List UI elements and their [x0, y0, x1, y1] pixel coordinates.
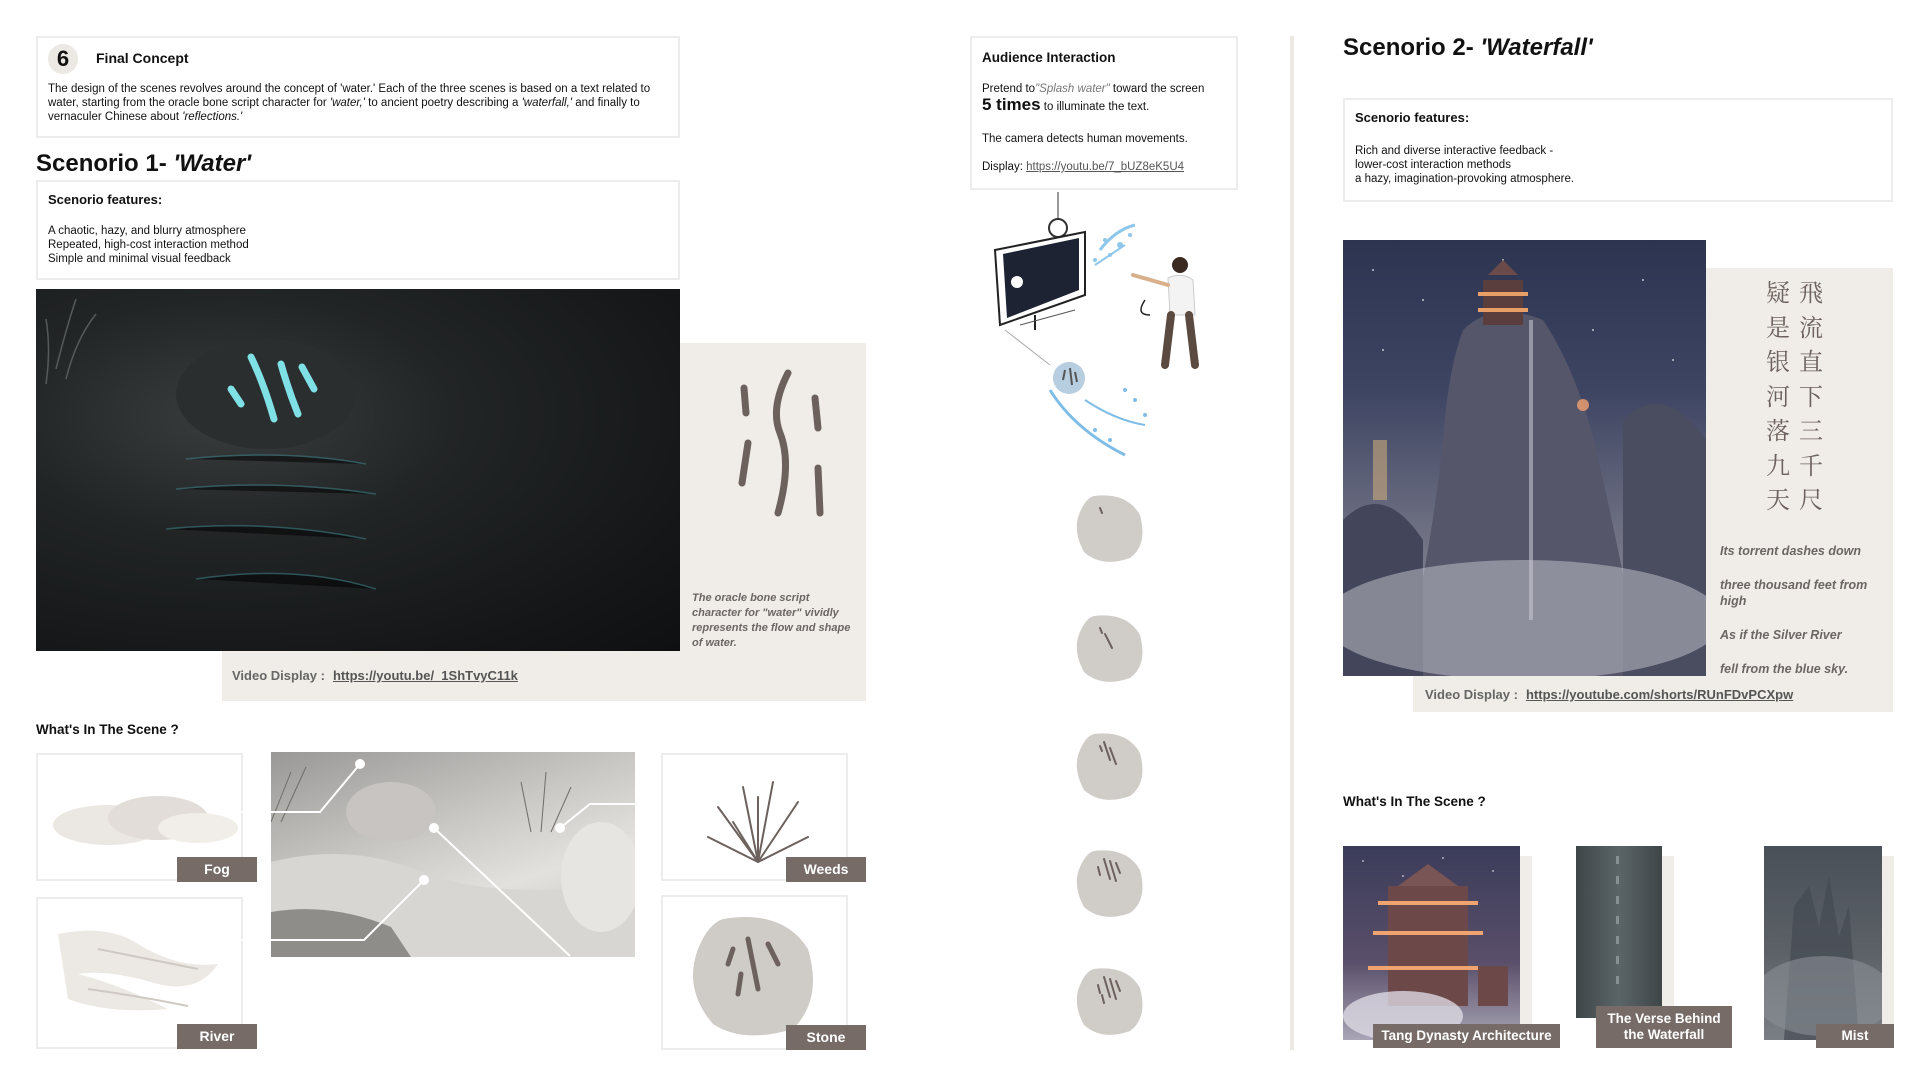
- river-illustration: [48, 914, 238, 1024]
- camera-icon: [1049, 219, 1067, 237]
- weeds-illustration: [698, 767, 818, 867]
- audience-line1: Pretend to"Splash water" toward the screen: [982, 83, 1205, 95]
- splash-bottom: [1050, 388, 1147, 455]
- stone-illustration: [683, 909, 823, 1039]
- pagoda-top: [1478, 260, 1528, 325]
- audience-display-link[interactable]: https://youtu.be/7_bUZ8eK5U4: [1026, 161, 1185, 173]
- final-concept-body: The design of the scenes revolves around the concept of 'water.' Each of the three scenes is based on a text related to water, starting from the oracle bone script character for 'water,' to ancient poetry describing a 'waterfall,' and finally to vernaculer Chinese about 'reflections.': [48, 83, 651, 123]
- stone-step-2: [1072, 610, 1148, 691]
- water-ripples: [166, 455, 376, 589]
- stone-step-1: [1072, 490, 1148, 571]
- scenario1-video-display: Video Display : https://youtu.be/_1ShTvyC11k: [232, 668, 518, 683]
- glowing-stone-small: [1053, 362, 1085, 394]
- scenario1-features-list: A chaotic, hazy, and blurry atmosphere Repeated, high-cost interaction method Simple and minimal visual feedback: [48, 225, 249, 265]
- scenario1-scene-image: [36, 289, 680, 651]
- architecture-image: [1343, 846, 1520, 1040]
- scenario2-features-heading: Scenorio features:: [1355, 110, 1470, 125]
- architecture-shadow: [1520, 856, 1532, 1040]
- mist-shadow: [1882, 856, 1894, 1040]
- scenario1-features-panel: [36, 180, 680, 280]
- scenario2-video-display: Video Display : https://youtube.com/shorts/RUnFDvPCXpw: [1425, 687, 1794, 702]
- mist-label: Mist: [1816, 1024, 1894, 1048]
- stone-step-4: [1072, 845, 1148, 926]
- audience-interaction-panel: [970, 36, 1238, 190]
- stone-step-3: [1072, 728, 1148, 809]
- scenario2-features-list: Rich and diverse interactive feedback - lower-cost interaction methods a hazy, imagination-provoking atmosphere.: [1355, 145, 1575, 185]
- architecture-label: Tang Dynasty Architecture: [1373, 1024, 1560, 1048]
- poem-column-left: 疑 是 银 河 落 九 天: [1766, 279, 1790, 514]
- scenario1-video-link[interactable]: https://youtu.be/_1ShTvyC11k: [332, 668, 518, 683]
- audience-display: Display: https://youtu.be/7_bUZ8eK5U4: [982, 161, 1185, 173]
- verse-shadow: [1660, 856, 1674, 1016]
- final-concept-title: Final Concept: [96, 50, 189, 66]
- poem-translation: Its torrent dashes down three thousand feet from high As if the Silver River fell from the blue sky.: [1720, 544, 1868, 676]
- scenario1-whats-heading: What's In The Scene ?: [36, 722, 179, 737]
- weeds-label: Weeds: [786, 857, 866, 882]
- stone-step-5: [1072, 963, 1148, 1044]
- scenario2-features-panel: [1343, 98, 1893, 202]
- scenario1-title: Scenorio 1- 'Water': [36, 150, 252, 177]
- dark-weeds: [46, 299, 96, 384]
- splash-top: [1093, 225, 1135, 265]
- verse-image: [1576, 846, 1662, 1018]
- step-number-badge: 6: [48, 44, 78, 74]
- scenario1-features-heading: Scenorio features:: [48, 192, 163, 207]
- poem-column-right: 飛 流 直 下 三 千 尺: [1799, 279, 1823, 514]
- stone-label: Stone: [786, 1025, 866, 1050]
- callout-lines: [240, 750, 660, 970]
- final-concept-panel: [36, 36, 680, 138]
- scenario2-whats-heading: What's In The Scene ?: [1343, 794, 1486, 809]
- fog-label: Fog: [177, 857, 257, 882]
- oracle-panel: [680, 343, 866, 701]
- oracle-water-character: [730, 353, 830, 523]
- mist-layer: [1343, 560, 1706, 676]
- audience-times: 5 times to illuminate the text.: [982, 95, 1150, 114]
- verse-label: The Verse Behind the Waterfall: [1596, 1006, 1732, 1048]
- river-label: River: [177, 1024, 257, 1049]
- person-figure: [1133, 257, 1195, 365]
- scenario2-title: Scenorio 2- 'Waterfall': [1343, 34, 1593, 61]
- waterfall-scene-image: [1343, 240, 1706, 676]
- mist-image: [1764, 846, 1882, 1040]
- oracle-caption: The oracle bone script character for "water" vividly represents the flow and shape of water.: [692, 592, 851, 649]
- column-divider: [1290, 36, 1294, 1050]
- interaction-illustration: [985, 190, 1235, 460]
- scenario2-video-link[interactable]: https://youtube.com/shorts/RUnFDvPCXpw: [1525, 687, 1794, 702]
- audience-heading: Audience Interaction: [982, 50, 1116, 65]
- fog-illustration: [48, 780, 238, 850]
- audience-camera: The camera detects human movements.: [982, 133, 1188, 145]
